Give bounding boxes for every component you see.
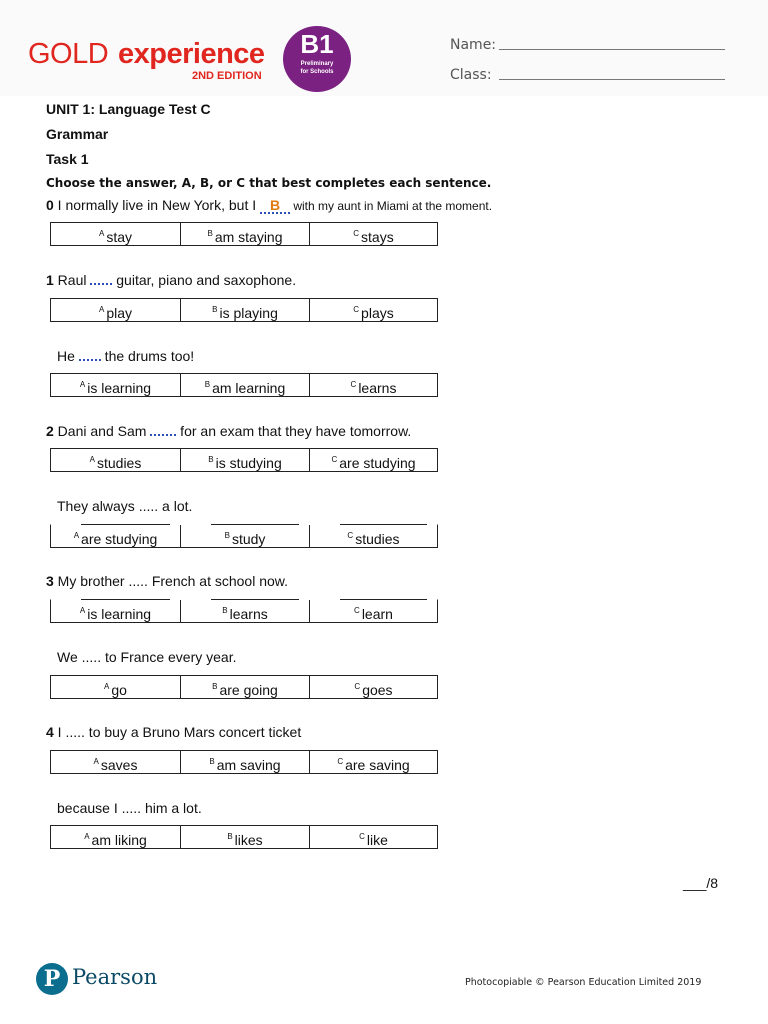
option-letter: A xyxy=(79,380,86,389)
option-letter: B xyxy=(207,229,213,238)
option-letter: C xyxy=(350,380,357,389)
question-number: 3 xyxy=(46,573,54,589)
question-sentence: They always ..... a lot. xyxy=(57,498,193,514)
level-subtitle-1: Preliminary xyxy=(300,61,334,67)
question-sentence xyxy=(46,272,296,288)
option-text: plays xyxy=(361,305,394,321)
option-text: play xyxy=(106,305,133,321)
option-text: am staying xyxy=(214,229,283,245)
sentence-text-before: He xyxy=(57,348,79,364)
class-field-line[interactable] xyxy=(499,79,725,80)
option-a[interactable] xyxy=(51,374,181,396)
option-c[interactable] xyxy=(310,676,437,698)
option-letter: A xyxy=(98,229,105,238)
sentence-text-after: for an exam that they have tomorrow. xyxy=(176,423,412,439)
sentence-text-before: Raul xyxy=(53,272,91,288)
name-field-line[interactable] xyxy=(499,49,725,50)
question-sentence xyxy=(46,724,301,740)
option-a[interactable] xyxy=(51,525,181,547)
question-sentence xyxy=(46,423,411,439)
option-letter: C xyxy=(337,757,344,766)
options-row-1a xyxy=(50,298,438,322)
option-letter: A xyxy=(104,682,110,691)
option-text: is studying xyxy=(215,455,282,471)
option-a[interactable] xyxy=(51,676,181,698)
option-text: studies xyxy=(96,455,142,471)
option-text: learns xyxy=(358,380,397,396)
option-letter: A xyxy=(93,757,99,766)
option-text: saves xyxy=(100,757,138,773)
logo-experience: experience xyxy=(118,38,265,70)
sentence-text: I ..... to buy a Bruno Mars concert ticket xyxy=(53,724,302,740)
options-row-1b xyxy=(50,373,438,397)
option-b[interactable] xyxy=(181,525,310,547)
option-text: am learning xyxy=(212,380,286,396)
sentence-text-before: Dani and Sam xyxy=(53,423,151,439)
example-answer: B xyxy=(260,199,290,214)
option-text: am saving xyxy=(216,757,281,773)
options-row-4b xyxy=(50,825,438,849)
option-letter: B xyxy=(222,606,228,615)
question-sentence xyxy=(57,348,194,364)
level-subtitle-2: for Schools xyxy=(300,69,334,75)
option-text: is learning xyxy=(87,606,152,622)
logo-gold: GOLD xyxy=(28,38,109,70)
option-b[interactable] xyxy=(181,449,310,471)
option-letter: C xyxy=(353,305,360,314)
option-letter: B xyxy=(212,305,218,314)
options-row-3a xyxy=(50,599,438,623)
question-number: 2 xyxy=(46,423,54,439)
sentence-text: My brother ..... French at school now. xyxy=(53,573,289,589)
question-number: 0 xyxy=(46,197,54,213)
unit-title: UNIT 1: Language Test C xyxy=(46,101,211,117)
question-sentence: because I ..... him a lot. xyxy=(57,800,202,816)
option-text: is playing xyxy=(219,305,278,321)
option-text: study xyxy=(231,531,266,547)
option-b[interactable] xyxy=(181,223,310,245)
score-total: ___/8 xyxy=(683,875,719,891)
name-label: Name: xyxy=(450,37,497,53)
option-a[interactable] xyxy=(51,751,181,773)
option-letter: A xyxy=(79,606,86,615)
answer-gap[interactable] xyxy=(150,423,176,436)
level-code: B1 xyxy=(300,29,334,59)
question-sentence: We ..... to France every year. xyxy=(57,649,237,665)
option-c[interactable] xyxy=(310,449,437,471)
answer-gap[interactable] xyxy=(79,348,101,361)
option-text: go xyxy=(111,682,127,698)
option-a[interactable] xyxy=(51,299,181,321)
option-letter: C xyxy=(353,229,360,238)
answer-gap[interactable] xyxy=(90,272,112,285)
publisher-name: Pearson xyxy=(72,965,158,989)
option-b[interactable] xyxy=(181,374,310,396)
option-letter: B xyxy=(212,682,218,691)
option-text: learns xyxy=(229,606,268,622)
option-b[interactable] xyxy=(181,676,310,698)
option-a[interactable] xyxy=(51,826,181,848)
option-c[interactable] xyxy=(310,374,437,396)
edition-label: 2ND EDITION xyxy=(192,70,262,82)
sentence-text-after: with my aunt in Miami at the moment. xyxy=(290,199,493,213)
sentence-text-after: the drums too! xyxy=(100,348,195,364)
option-letter: B xyxy=(224,531,230,540)
option-c[interactable] xyxy=(310,600,437,622)
sentence-text-after: guitar, piano and saxophone. xyxy=(112,272,297,288)
option-a[interactable] xyxy=(51,223,181,245)
option-letter: C xyxy=(354,682,361,691)
option-letter: C xyxy=(359,832,365,841)
option-text: studies xyxy=(355,531,400,547)
option-c[interactable] xyxy=(310,223,437,245)
sentence-text-before: I normally live in New York, but I xyxy=(53,197,260,213)
options-row-2a xyxy=(50,448,438,472)
class-label: Class: xyxy=(450,67,492,83)
question-sentence xyxy=(46,573,288,589)
option-c[interactable] xyxy=(310,751,437,773)
option-text: are studying xyxy=(81,531,158,547)
option-a[interactable] xyxy=(51,600,181,622)
option-text: stays xyxy=(361,229,394,245)
options-row-2b xyxy=(50,524,438,548)
option-b[interactable] xyxy=(181,751,310,773)
example-sentence xyxy=(46,197,492,214)
option-text: like xyxy=(366,832,388,848)
option-letter: C xyxy=(354,606,360,615)
option-text: are studying xyxy=(339,455,416,471)
option-c[interactable] xyxy=(310,299,437,321)
option-letter: A xyxy=(73,531,80,540)
option-c[interactable] xyxy=(310,525,437,547)
option-text: likes xyxy=(234,832,263,848)
option-letter: A xyxy=(89,455,95,464)
option-b[interactable] xyxy=(181,826,310,848)
instructions: Choose the answer, A, B, or C that best completes each sentence. xyxy=(46,176,492,190)
section-title: Grammar xyxy=(46,126,109,142)
options-row-example xyxy=(50,222,438,246)
option-text: is learning xyxy=(87,380,152,396)
pearson-logo-icon: P xyxy=(36,963,68,995)
option-text: learn xyxy=(361,606,393,622)
option-text: are saving xyxy=(345,757,410,773)
option-text: are going xyxy=(219,682,278,698)
option-b[interactable] xyxy=(181,299,310,321)
options-row-3b xyxy=(50,675,438,699)
copyright-notice: Photocopiable © Pearson Education Limited 2019 xyxy=(465,977,702,988)
option-a[interactable] xyxy=(51,449,181,471)
option-c[interactable] xyxy=(310,826,437,848)
level-badge xyxy=(283,26,351,92)
option-letter: B xyxy=(209,757,215,766)
option-letter: B xyxy=(208,455,214,464)
options-row-4a xyxy=(50,750,438,774)
header-band xyxy=(0,0,768,96)
task-title: Task 1 xyxy=(46,151,89,167)
option-letter: A xyxy=(84,832,90,841)
option-letter: B xyxy=(227,832,233,841)
option-b[interactable] xyxy=(181,600,310,622)
option-letter: C xyxy=(331,455,338,464)
option-text: stay xyxy=(106,229,133,245)
option-letter: C xyxy=(347,531,354,540)
option-text: am liking xyxy=(91,832,147,848)
option-letter: A xyxy=(98,305,105,314)
option-text: goes xyxy=(362,682,393,698)
question-number: 4 xyxy=(46,724,54,740)
question-number: 1 xyxy=(46,272,54,288)
option-letter: B xyxy=(204,380,211,389)
